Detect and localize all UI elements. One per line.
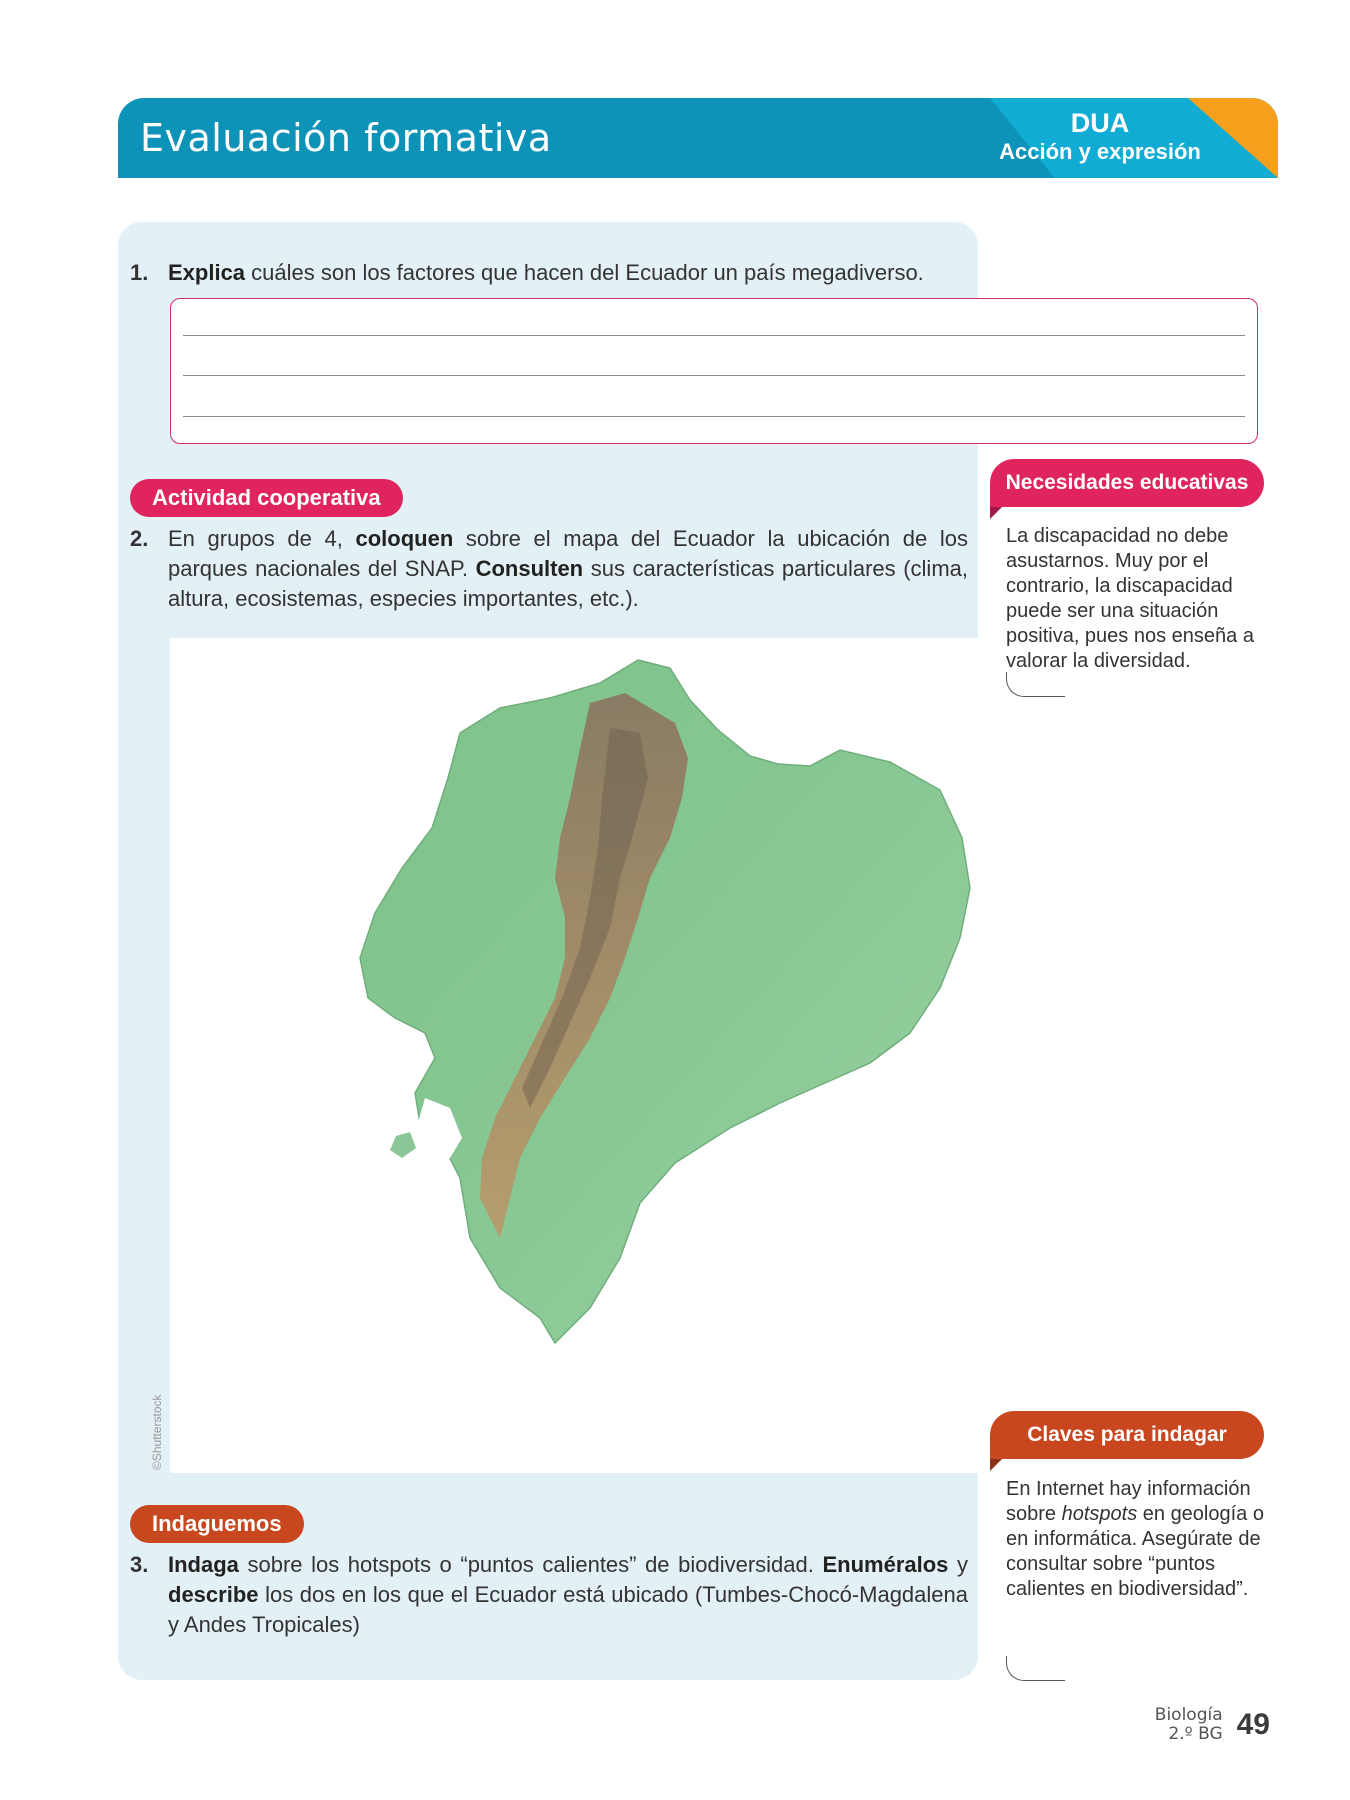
section-banner: [118, 98, 1278, 178]
text-segment: los dos en los que el Ecuador está ubicado (Tumbes-Chocó-Magdalena y Andes Tropicales): [168, 1582, 968, 1637]
page-footer: [1155, 1706, 1270, 1744]
question-number: 3.: [130, 1552, 149, 1577]
sidebar-bracket: [1006, 672, 1065, 697]
question-verb: Enuméralos: [822, 1552, 949, 1577]
text-segment: sus características particulares (clima, altura, ecosistemas, especies importantes, etc.).: [168, 556, 968, 611]
question-text: [168, 524, 968, 614]
text-segment: y: [948, 1552, 968, 1577]
text-segment: En Internet hay información sobre: [1006, 1478, 1251, 1525]
heading-tail: [990, 507, 1002, 519]
text-segment: sobre el mapa del Ecuador la ubicación de los parques nacionales del SNAP.: [168, 526, 968, 581]
grade-label: 2.º BG: [1168, 1724, 1223, 1744]
answer-line: [183, 375, 1245, 376]
special-needs-heading: Necesidades educativas: [990, 459, 1264, 507]
question-1: [130, 258, 990, 292]
question-text-rest: cuáles son los factores que hacen del Ecuador un país megadiverso.: [245, 260, 924, 285]
special-needs-text: La discapacidad no debe asustarnos. Muy por el contrario, la discapacidad puede ser una situación positiva, pues nos enseña a valorar la diversidad.: [1006, 525, 1254, 672]
heading-tail: [990, 1459, 1002, 1471]
dua-subtitle: Acción y expresión: [999, 139, 1201, 164]
question-text: [168, 1550, 968, 1640]
text-segment: En grupos de 4,: [168, 526, 356, 551]
question-verb: coloquen: [355, 526, 454, 551]
answer-line: [183, 416, 1245, 417]
inquiry-badge: Indaguemos: [130, 1505, 304, 1543]
research-tips-text: [1006, 1477, 1274, 1602]
cooperative-activity-badge: Actividad cooperativa: [130, 479, 403, 517]
question-verb: Indaga: [168, 1552, 239, 1577]
ecuador-relief-map: [170, 638, 1170, 1473]
map-area[interactable]: [170, 638, 1170, 1473]
question-number: 2.: [130, 526, 149, 551]
question-verb: describe: [168, 1582, 259, 1607]
subject-name: Biología: [1154, 1705, 1223, 1725]
question-2: [130, 524, 970, 620]
sidebar-bracket: [1006, 1656, 1065, 1681]
question-number: 1.: [130, 260, 149, 285]
research-tips-heading: Claves para indagar: [990, 1411, 1264, 1459]
question-text: [168, 258, 988, 288]
image-credit: ©Shutterstock: [150, 1394, 164, 1470]
dua-label: [990, 108, 1210, 166]
page-number: 49: [1236, 1708, 1270, 1741]
dua-title: DUA: [1070, 108, 1130, 138]
answer-box[interactable]: [170, 298, 1258, 444]
question-verb: Explica: [168, 260, 246, 285]
answer-line: [183, 335, 1245, 336]
subject-info: [1155, 1706, 1223, 1744]
question-3: [130, 1550, 970, 1646]
text-segment: en geología o en informática. Asegúrate de consultar sobre “puntos calientes en biodiversidad”.: [1006, 1503, 1264, 1600]
question-verb: Consulten: [475, 556, 584, 581]
text-segment: sobre los hotspots o “puntos calientes” de biodiversidad.: [238, 1552, 823, 1577]
italic-term: hotspots: [1061, 1503, 1138, 1525]
section-title: Evaluación formativa: [140, 116, 552, 160]
